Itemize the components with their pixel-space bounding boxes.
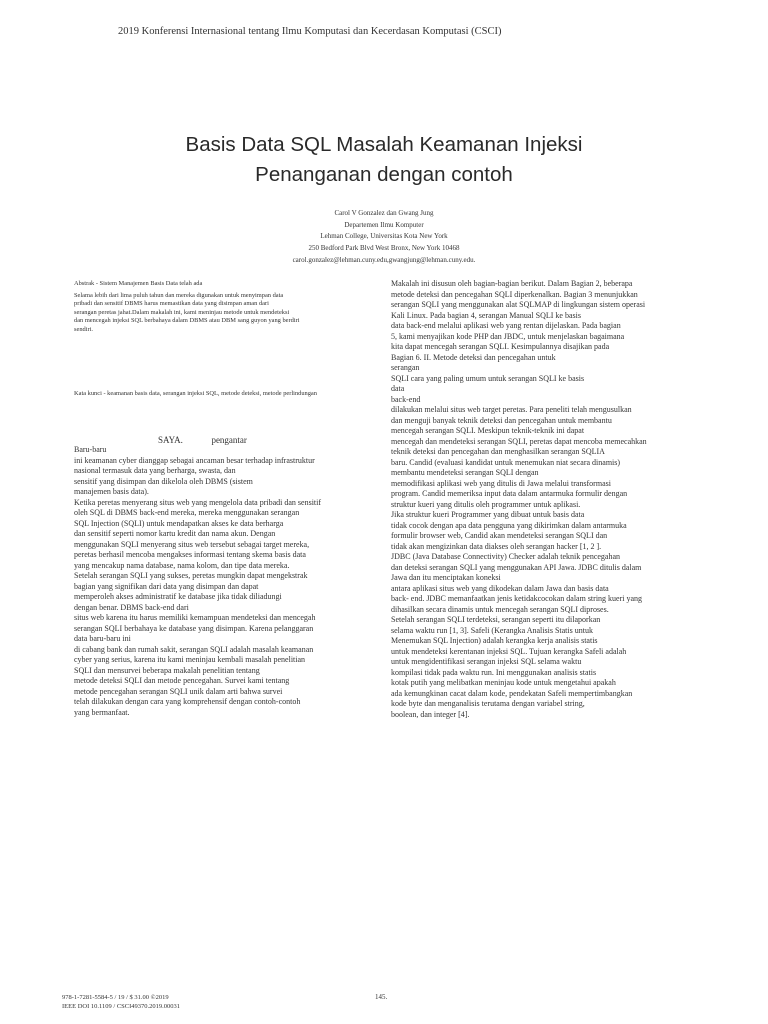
body-line: kode byte dan menganalisis terutama dengan variabel string, [391, 699, 585, 708]
intro-line: yang bermanfaat. [74, 707, 130, 717]
intro-line: nasional termasuk data yang berharga, swasta, dan [74, 466, 236, 475]
intro-line: sensitif yang disimpan dan dikelola oleh DBMS (sistem [74, 476, 253, 486]
author-block [0, 208, 768, 267]
body-line: Menemukan SQL Injection) adalah kerangka kerja analisis statis [391, 636, 598, 645]
body-line: metode deteksi dan pencegahan SQLI diperkenalkan. Bagian 3 menunjukkan [391, 289, 638, 299]
body-line: membantu mendeteksi serangan SQLI dengan [391, 468, 539, 477]
section-number: SAYA. [158, 434, 183, 445]
intro-line: manajemen basis data). [74, 487, 149, 496]
abstract-body [74, 292, 386, 335]
body-line: serangan SQLI yang menggunakan alat SQLMAP di lingkungan sistem operasi [391, 300, 646, 309]
intro-line: Baru-baru [74, 445, 107, 454]
body-line: untuk mengidentifikasi serangan injeksi SQL selama waktu [391, 657, 582, 666]
body-line: back-end [391, 394, 421, 404]
body-line: kotak putih yang melibatkan meninjau kode untuk mengetahui apakah [391, 678, 616, 687]
intro-line: Ketika peretas menyerang situs web yang mengelola data pribadi dan sensitif [74, 497, 322, 507]
body-line: dan deteksi serangan SQLI yang menggunakan API Jawa. JDBC ditulis dalam [391, 562, 642, 572]
body-line: SQLI cara yang paling umum untuk serangan SQLI ke basis [391, 373, 585, 383]
body-line: memodifikasi aplikasi web yang ditulis di Jawa melalui transformasi [391, 478, 611, 488]
intro-line: cyber yang serius, karena itu kami meninjau kembali masalah penelitian [74, 655, 306, 664]
body-line: baru. Candid (evaluasi kandidat untuk menemukan niat secara dinamis) [391, 457, 621, 467]
body-line: serangan [391, 363, 420, 372]
body-line: mencegah dan mendeteksi serangan SQLI, peretas dapat mencoba memecahkan [391, 436, 647, 446]
body-line: dilakukan melalui situs web target peretas. Para peneliti telah mengusulkan [391, 405, 632, 414]
intro-line: metode deteksi SQLI dan metode pencegahan. Survei kami tentang [74, 676, 290, 685]
author-address: 250 Bedford Park Blvd West Bronx, New York 10468 [308, 244, 460, 253]
body-line: formulir browser web, Candid akan mendeteksi serangan SQLI dan [391, 531, 608, 540]
footer-isbn: 978-1-7281-5584-5 / 19 / $ 31.00 ©2019 [62, 994, 169, 1001]
body-line: data back-end melalui aplikasi web yang rentan dijelaskan. Pada bagian [391, 321, 621, 330]
keywords: Kata kunci - keamanan basis data, serangan injeksi SQL, metode deteksi, metode perlindungan [74, 390, 317, 397]
intro-line: di cabang bank dan rumah sakit, serangan SQLI adalah masalah keamanan [74, 644, 314, 654]
intro-line: metode pencegahan serangan SQLI unik dalam arti bahwa survei [74, 686, 283, 696]
right-column [391, 279, 711, 720]
body-line: teknik deteksi dan pencegahan dan menghasilkan serangan SQLIA [391, 447, 605, 456]
abstract-line: dan mencegah injeksi SQL berbahaya dalam DBMS atau DBM sang guyon yang berdiri [74, 317, 300, 324]
intro-line: serangan SQLI berbahaya ke database yang disimpan. Karena pelanggaran [74, 623, 314, 633]
body-line: Bagian 6. II. Metode deteksi dan pencegahan untuk [391, 352, 556, 362]
author-names: Carol V Gonzalez dan Gwang Jung [334, 209, 434, 217]
running-header: 2019 Konferensi Internasional tentang Ilmu Komputasi dan Kecerdasan Komputasi (CSCI) [118, 26, 502, 37]
author-department: Departemen Ilmu Komputer [344, 220, 424, 229]
abstract-line: Selama lebih dari lima puluh tahun dan mereka digunakan untuk menyimpan data [74, 291, 284, 299]
abstract-heading: Abstrak - Sistem Manajemen Basis Data telah ada [74, 280, 203, 287]
intro-line: ini keamanan cyber dianggap sebagai ancaman besar terhadap infrastruktur [74, 455, 315, 465]
intro-line: memperoleh akses administratif ke database jika tidak diliadungi [74, 592, 282, 601]
intro-line: dengan benar. DBMS back-end dari [74, 602, 189, 612]
intro-line: Setelah serangan SQLI yang sukses, peretas mungkin dapat mengekstrak [74, 571, 308, 580]
intro-line: telah dilakukan dengan cara yang komprehensif dengan contoh-contoh [74, 697, 301, 706]
abstract-line: pribadi dan sensitif DBMS harus memastikan data yang disimpan aman dari [74, 300, 269, 307]
body-line: struktur kueri yang ditulis oleh programmer untuk aplikasi. [391, 499, 581, 509]
body-line: program. Candid memeriksa input data dalam antarmuka formulir dengan [391, 489, 628, 498]
body-line: Kali Linux. Pada bagian 4, serangan Manual SQLI ke basis [391, 310, 581, 320]
intro-line: situs web karena itu harus memiliki kemampuan mendeteksi dan mencegah [74, 613, 316, 622]
paper-title [0, 130, 768, 190]
intro-line: peretas berhasil mencoba mengakses informasi tentang skema basis data [74, 550, 306, 559]
author-college: Lehman College, Universitas Kota New York [320, 232, 448, 241]
body-line: Jawa dan itu menciptakan koneksi [391, 573, 501, 582]
body-line: 5, kami menyajikan kode PHP dan JBDC, untuk menjelaskan bagaimana [391, 331, 625, 341]
title-line-1: Basis Data SQL Masalah Keamanan Injeksi [185, 133, 583, 156]
body-line: antara aplikasi situs web yang dikodekan dalam Jawa dan basis data [391, 583, 609, 593]
body-line: Setelah serangan SQLI terdeteksi, serangan seperti itu dilaporkan [391, 615, 601, 624]
abstract-line: sendiri. [74, 325, 93, 333]
intro-line: bagian yang signifikan dari data yang disimpan dan dapat [74, 581, 259, 591]
footer-doi: IEEE DOI 10.1109 / CSCI49370.2019.00031 [62, 1003, 181, 1010]
title-line-2: Penanganan dengan contoh [255, 163, 513, 186]
page-number: 145. [375, 993, 388, 1001]
abstract-line: serangan peretas jahat.Dalam makalah ini, kami meninjau metode untuk mendeteksi [74, 308, 290, 316]
body-line: dan menguji banyak teknik deteksi dan pencegahan untuk membantu [391, 415, 612, 425]
body-line: tidak cocok dengan apa data pengguna yang dikirimkan dalam antarmuka [391, 520, 627, 530]
section-title: pengantar [211, 434, 247, 445]
body-line: tidak akan mengizinkan data diakses oleh serangan hacker [1, 2 ]. [391, 541, 602, 551]
body-line: untuk mendeteksi kerentanan injeksi SQL. Tujuan kerangka Safeli adalah [391, 646, 627, 656]
intro-line: SQL Injection (SQLI) untuk mendapatkan akses ke data berharga [74, 518, 284, 528]
intro-line: menggunakan SQLI menyerang situs web tersebut sebagai target mereka, [74, 539, 310, 549]
body-line: dihasilkan secara dinamis untuk mencegah serangan SQLI diproses. [391, 604, 609, 614]
copyright-footer [62, 993, 180, 1011]
body-line: ada kemungkinan cacat dalam kode, pendekatan Safeli mempertimbangkan [391, 688, 633, 698]
body-line: back- end. JDBC memanfaatkan jenis ketidakcocokan dalam string kueri yang [391, 594, 643, 603]
body-line: data [391, 384, 405, 393]
body-line: boolean, dan integer [4]. [391, 709, 470, 719]
intro-line: SQLI dan mensurvei beberapa makalah penelitian tentang [74, 665, 260, 675]
body-line: selama waktu run [1, 3]. Safeli (Kerangka Analisis Statis untuk [391, 625, 593, 635]
body-line: Jika struktur kueri Programmer yang dibuat untuk basis data [391, 510, 585, 519]
left-column [74, 280, 386, 718]
intro-line: yang mencakup nama database, nama kolom, dan tipe data mereka. [74, 560, 290, 570]
author-emails: carol.gonzalez@lehman.cuny.edu,gwangjung@lehman.cuny.edu. [292, 255, 476, 264]
intro-line: dan sensitif seperti nomor kartu kredit dan nama akun. Dengan [74, 529, 276, 538]
section-heading [74, 435, 386, 446]
body-line: kita dapat mencegah serangan SQLI. Kesimpulannya disajikan pada [391, 342, 610, 351]
right-column-body [391, 279, 711, 720]
body-line: JDBC (Java Database Connectivity) Checker adalah teknik pencegahan [391, 552, 621, 561]
introduction-body [74, 445, 386, 718]
intro-line: oleh SQL di DBMS back-end mereka, mereka menggunakan serangan [74, 508, 300, 517]
intro-line: data baru-baru ini [74, 634, 131, 643]
body-line: Makalah ini disusun oleh bagian-bagian berikut. Dalam Bagian 2, beberapa [391, 279, 633, 288]
body-line: kompilasi tidak pada waktu run. Ini menggunakan analisis statis [391, 667, 597, 677]
body-line: mencegah serangan SQLI. Meskipun teknik-teknik ini dapat [391, 426, 585, 435]
